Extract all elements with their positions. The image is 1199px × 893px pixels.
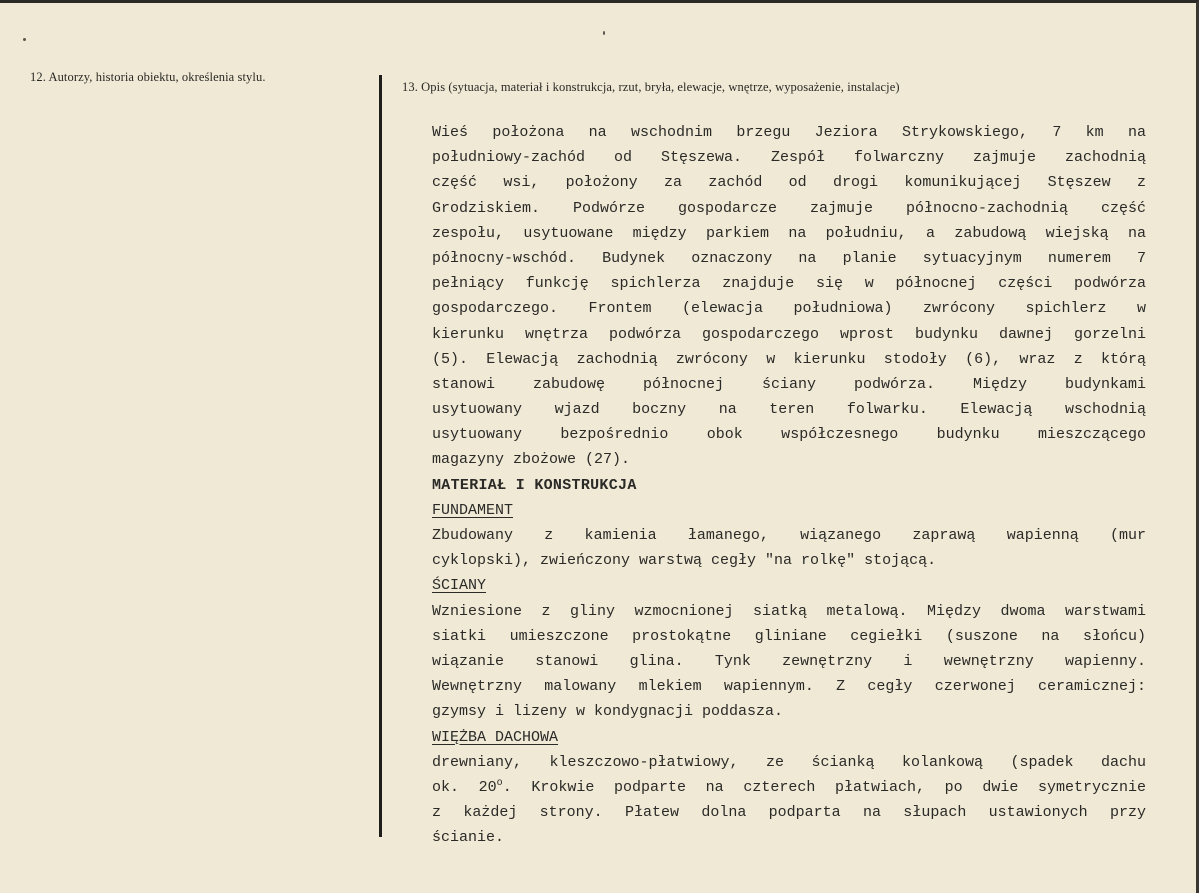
text-line-with-degree bbox=[432, 775, 1146, 800]
section-13-heading: 13. Opis (sytuacja, materiał i konstrukcja, rzut, bryła, elewacje, wnętrze, wyposażenie, instalacje) bbox=[402, 80, 900, 94]
text-line: gospodarczego. Frontem (elewacja południowa) zwrócony spichlerz w bbox=[432, 300, 1146, 318]
scan-speck bbox=[603, 31, 605, 35]
text-fragment: . Krokwie podparte na czterech płatwiach, po dwie symetrycznie bbox=[502, 778, 1146, 796]
degree-mark: o bbox=[496, 777, 503, 789]
text-line: z każdej strony. Płatew dolna podparta na słupach ustawionych przy bbox=[432, 804, 1146, 822]
subheading-wiezba: WIĘŻBA DACHOWA bbox=[432, 728, 559, 746]
text-line: Grodziskiem. Podwórze gospodarcze zajmuje północno-zachodnią część bbox=[432, 199, 1146, 217]
scan-speck bbox=[23, 38, 26, 41]
text-line: (5). Elewacją zachodnią zwrócony w kierunku stodoły (6), wraz z którą bbox=[432, 350, 1146, 368]
text-line: siatki umieszczone prostokątne gliniane cegiełki (suszone na słońcu) bbox=[432, 627, 1146, 645]
text-line: ścianie. bbox=[432, 829, 505, 847]
text-line: Zbudowany z kamienia łamanego, wiązanego zaprawą wapienną (mur bbox=[432, 527, 1146, 544]
text-fragment: ok. 20 bbox=[432, 778, 497, 796]
description-text bbox=[432, 120, 1146, 850]
text-line: cyklopski), zwieńczony warstwą cegły "na rolkę" stojącą. bbox=[432, 552, 937, 570]
text-line: północny-wschód. Budynek oznaczony na planie sytuacyjnym numerem 7 bbox=[432, 249, 1146, 267]
text-line: drewniany, kleszczowo-płatwiowy, ze ścianką kolankową (spadek dachu bbox=[432, 753, 1146, 771]
text-line: część wsi, położony za zachód od drogi komunikującej Stęszew z bbox=[432, 174, 1146, 192]
text-line: zespołu, usytuowane między parkiem na południu, a zabudową wiejską na bbox=[432, 224, 1146, 242]
subheading-fundament: FUNDAMENT bbox=[432, 501, 514, 519]
text-line: Wieś położona na wschodnim brzegu Jeziora Strykowskiego, 7 km na bbox=[432, 124, 1146, 141]
text-line: stanowi zabudowę północnej ściany podwórza. Między budynkami bbox=[432, 375, 1146, 393]
subheading-sciany: ŚCIANY bbox=[432, 577, 487, 595]
column-divider bbox=[379, 75, 382, 837]
text-line: południowy-zachód od Stęszewa. Zespół folwarczny zajmuje zachodnią bbox=[432, 149, 1146, 167]
text-line: Wewnętrzny malowany mlekiem wapiennym. Z cegły czerwonej ceramicznej: bbox=[432, 678, 1146, 696]
section-heading-material: MATERIAŁ I KONSTRUKCJA bbox=[432, 476, 637, 494]
text-line: usytuowany wjazd boczny na teren folwarku. Elewacją wschodnią bbox=[432, 401, 1146, 419]
subheading-sciany-row bbox=[432, 573, 1146, 598]
text-line: usytuowany bezpośrednio obok współczesnego budynku mieszczącego bbox=[432, 426, 1146, 444]
section-12-heading: 12. Autorzy, historia obiektu, określenia stylu. bbox=[30, 70, 266, 84]
text-line: Wzniesione z gliny wzmocnionej siatką metalową. Między dwoma warstwami bbox=[432, 602, 1146, 620]
text-line: kierunku wnętrza podwórza gospodarczego wprost budynku dawnej gorzelni bbox=[432, 325, 1146, 343]
text-line: pełniący funkcję spichlerza znajduje się w północnej części podwórza bbox=[432, 275, 1146, 293]
subheading-wiezba-row bbox=[432, 725, 1146, 750]
text-line: wiązanie stanowi glina. Tynk zewnętrzny i wewnętrzny wapienny. bbox=[432, 652, 1146, 670]
subheading-fundament-row bbox=[432, 498, 1146, 523]
text-line: magazyny zbożowe (27). bbox=[432, 451, 631, 469]
text-line: gzymsy i lizeny w kondygnacji poddasza. bbox=[432, 703, 784, 721]
